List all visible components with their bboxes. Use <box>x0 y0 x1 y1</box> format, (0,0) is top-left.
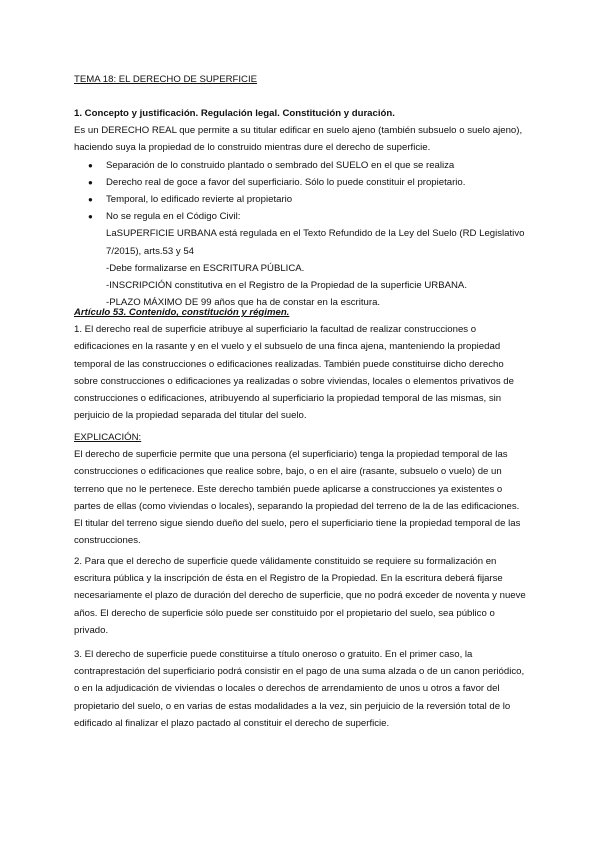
list-item: ● Derecho real de goce a favor del superficiario. Sólo lo puede constituir el propietario. <box>74 174 530 191</box>
intro-paragraph: Es un DERECHO REAL que permite a su titular edificar en suelo ajeno (también subsuelo o suelo ajeno), haciendo suya la propiedad de lo construido mientras dure el derecho de superficie. <box>74 125 523 154</box>
paragraph-3: 3. El derecho de superficie puede constituirse a título oneroso o gratuito. En el primer caso, la contraprestación del superficiario podrá consistir en el pago de una suma alzada o de un canon periódico, o en la adjudicación de viviendas o locales o derechos de arrendamiento de unos u otros a favor del propietario del suelo, o en varias de estas modalidades a la vez, sin perjuicio de la reversión total de lo edificado al finalizar el plazo pactado al constituir el derecho de superficie. <box>74 649 525 729</box>
regulation-line: LaSUPERFICIE URBANA está regulada en el Texto Refundido de la Ley del Suelo (RD Legislativo 7/2015), arts.53 y 54 <box>106 228 525 257</box>
list-item: ● Separación de lo construido plantado o sembrado del SUELO en el que se realiza <box>74 157 530 174</box>
document-title: TEMA 18: EL DERECHO DE SUPERFICIE <box>74 74 258 85</box>
list-item: ● No se regula en el Código Civil: <box>74 208 530 225</box>
section-heading: 1. Concepto y justificación. Regulación legal. Constitución y duración. <box>74 108 395 119</box>
section-concepto <box>74 105 530 311</box>
list-item: ● Temporal, lo edificado revierte al propietario <box>74 191 530 208</box>
explanation-paragraph: El derecho de superficie permite que una persona (el superficiario) tenga la propiedad temporal de las construcciones o edificaciones que realice sobre, bajo, o en el aire (rasante, subsuelo o vuelo) de un terreno que no le pertenece. Este derecho también puede aplicarse a construcciones ya existentes o partes de ellas (como viviendas o locales), separando la propiedad del terreno de la de las edificaciones. El titular del terreno sigue siendo dueño del suelo, pero el superficiario tiene la propiedad temporal de las construcciones. <box>74 449 521 547</box>
paragraph-2: 2. Para que el derecho de superficie quede válidamente constituido se requiere su formalización en escritura pública y la inscripción de ésta en el Registro de la Propiedad. En la escritura deberá fijarse necesariamente el plazo de duración del derecho de superficie, que no podrá exceder de noventa y nueve años. El derecho de superficie sólo puede ser constituido por el propietario del suelo, sea público o privado. <box>74 556 526 636</box>
article-paragraph: 1. El derecho real de superficie atribuye al superficiario la facultad de realizar construcciones o edificaciones en la rasante y en el vuelo y el subsuelo de una finca ajena, manteniendo la propiedad temporal de las construcciones o edificaciones realizadas. También puede constituirse dicho derecho sobre construcciones o edificaciones ya realizadas o sobre viviendas, locales o elementos privativos de construcciones o edificaciones, atribuyendo al superficiario la propiedad temporal de las mismas, sin perjuicio de la propiedad separada del titular del suelo. <box>74 324 514 422</box>
article-heading: Artículo 53. Contenido, constitución y régimen. <box>74 307 290 318</box>
regulation-line: -PLAZO MÁXIMO DE 99 años que ha de constar en la escritura. <box>106 297 381 309</box>
regulation-line: -Debe formalizarse en ESCRITURA PÚBLICA. <box>106 262 305 274</box>
characteristics-list <box>74 157 530 226</box>
section-explicacion <box>74 429 530 549</box>
section-articulo-53 <box>74 304 530 424</box>
regulation-line: -INSCRIPCIÓN constitutiva en el Registro de la Propiedad de la superficie URBANA. <box>106 280 467 292</box>
explanation-heading: EXPLICACIÓN: <box>74 432 142 443</box>
